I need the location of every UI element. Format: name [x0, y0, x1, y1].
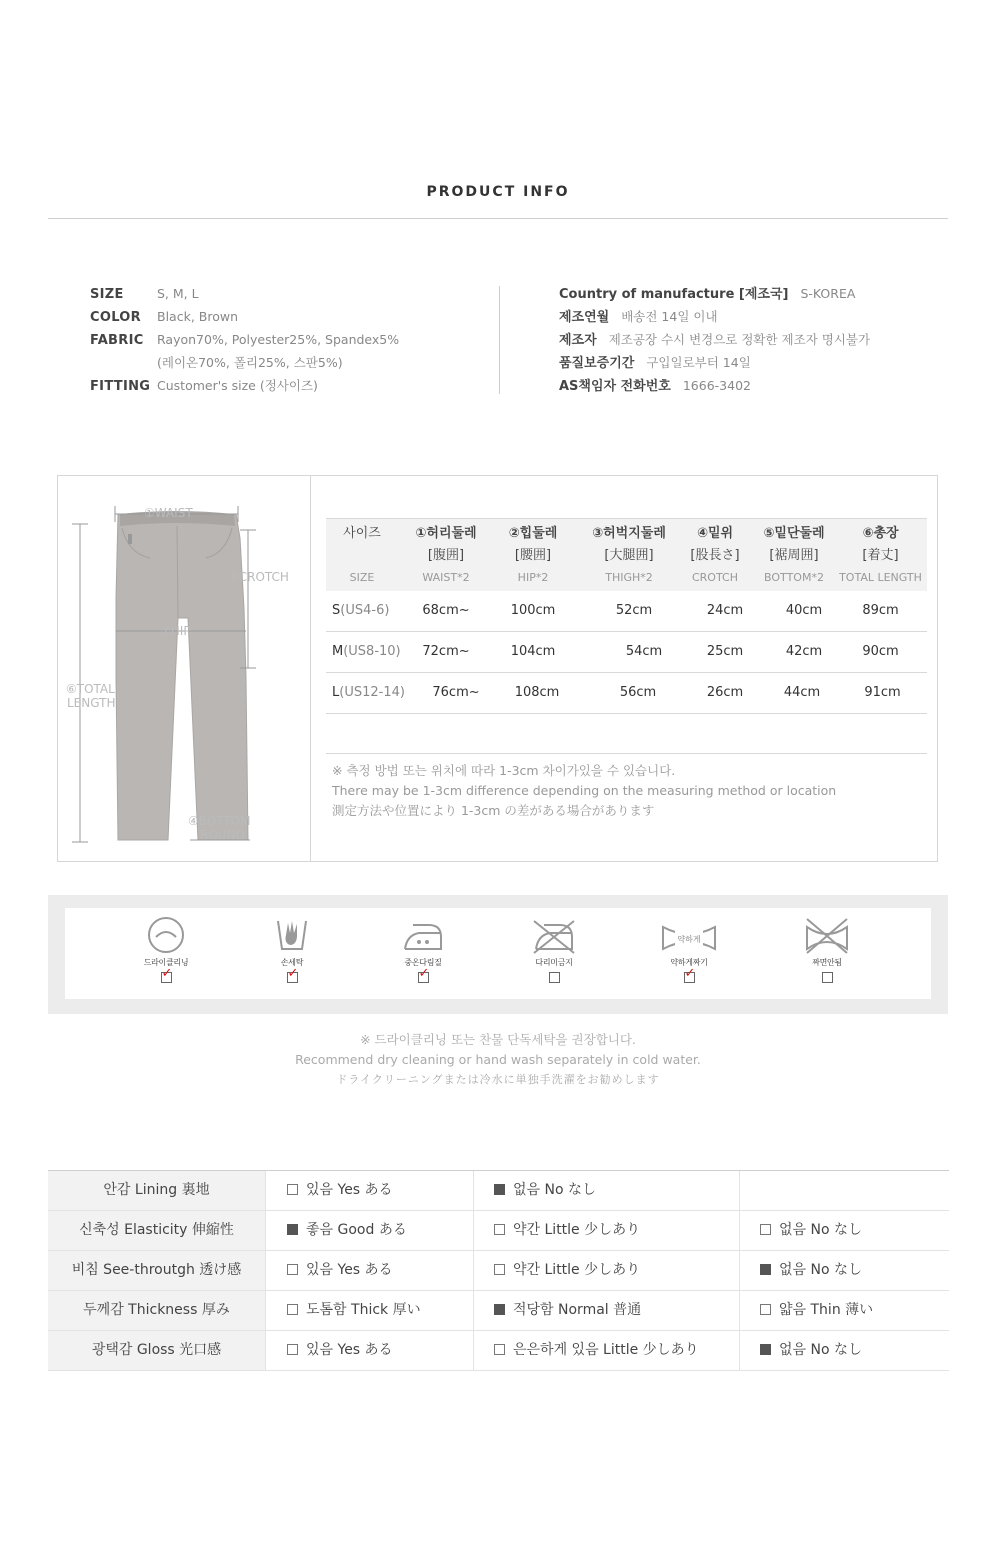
table-cell: 100cm — [510, 603, 556, 618]
checkbox[interactable] — [494, 1224, 505, 1235]
option[interactable] — [494, 1251, 640, 1290]
waist-label: ①WAIST — [144, 506, 193, 520]
option-label: 없음 No なし — [779, 1222, 862, 1238]
info-key: COLOR — [90, 310, 141, 325]
info-row-as-phone — [559, 376, 870, 399]
col-en: HIP*2 — [517, 571, 549, 584]
checkbox[interactable] — [760, 1304, 771, 1315]
col-en: THIGH*2 — [605, 571, 653, 584]
info-value: 제조공장 수시 변경으로 정확한 제조자 명시불가 — [608, 332, 871, 347]
col-waist — [402, 523, 490, 589]
row-label: 안감 Lining 裏地 — [48, 1171, 265, 1210]
info-key: SIZE — [90, 287, 124, 302]
row-label: 비침 See-throutgh 透け感 — [48, 1251, 265, 1290]
option-label: 있음 Yes ある — [306, 1342, 393, 1358]
option[interactable] — [494, 1291, 641, 1330]
info-value: Rayon70%, Polyester25%, Spandex5% — [157, 332, 400, 347]
option[interactable] — [760, 1291, 873, 1330]
row-label: 신축성 Elasticity 伸縮性 — [48, 1211, 265, 1250]
checkbox[interactable] — [760, 1224, 771, 1235]
checkbox[interactable] — [494, 1264, 505, 1275]
care-dry-clean — [126, 915, 206, 987]
care-label: 약하게짜기 — [670, 958, 708, 967]
info-row-mfg-date — [559, 307, 870, 330]
option-label: 없음 No なし — [779, 1262, 862, 1278]
table-cell: 42cm — [785, 644, 823, 659]
fabric-feel-table — [48, 1170, 949, 1371]
table-row — [48, 1291, 949, 1331]
info-row-size — [90, 284, 399, 307]
col-hip — [494, 523, 572, 589]
table-row — [326, 673, 927, 714]
table-cell: 40cm — [785, 603, 823, 618]
product-info-left — [90, 284, 399, 399]
size-us: (US8-10) — [343, 644, 401, 659]
note-en: There may be 1-3cm difference depending on the measuring method or location — [332, 783, 837, 798]
col-total-length — [834, 523, 927, 589]
checkbox[interactable] — [287, 1264, 298, 1275]
row-label: 광택감 Gloss 光口感 — [48, 1331, 265, 1370]
product-info-right — [559, 284, 870, 399]
info-key: 제조자 — [559, 333, 597, 348]
table-cell: 26cm — [706, 685, 744, 700]
info-key: FABRIC — [90, 333, 144, 348]
note-ko: ※ 측정 방법 또는 위치에 따라 1-3cm 차이가있을 수 있습니다. — [332, 763, 676, 778]
info-value: 배송전 14일 이내 — [621, 309, 718, 324]
notes-divider — [326, 753, 927, 754]
page-title: PRODUCT INFO — [426, 184, 570, 200]
info-key: FITTING — [90, 379, 151, 394]
col-ko: ⑤밑단둘레 — [763, 526, 825, 541]
option-label: 있음 Yes ある — [306, 1182, 393, 1198]
size-name: M — [332, 644, 344, 659]
checkbox-checked[interactable] — [494, 1184, 505, 1195]
wring-gently-icon — [659, 915, 719, 955]
option-label: 적당함 Normal 普通 — [513, 1302, 642, 1318]
info-value: Customer's size (정사이즈) — [157, 378, 318, 393]
title-divider — [48, 218, 948, 219]
dry-clean-icon — [146, 915, 186, 955]
checkbox-checked[interactable] — [494, 1304, 505, 1315]
col-en: CROTCH — [691, 571, 738, 584]
care-note-en: Recommend dry cleaning or hand wash separately in cold water. — [295, 1052, 701, 1067]
care-label: 손세탁 — [280, 958, 304, 967]
option[interactable] — [760, 1211, 862, 1250]
option-label: 약간 Little 少しあり — [513, 1222, 641, 1238]
info-value: 1666-3402 — [682, 378, 751, 393]
iron-medium-icon — [401, 915, 445, 955]
col-thigh — [578, 523, 680, 589]
care-checkbox[interactable] — [418, 972, 429, 983]
option[interactable] — [287, 1291, 421, 1330]
option[interactable] — [287, 1251, 393, 1290]
table-cell: 52cm — [615, 603, 653, 618]
info-divider — [499, 286, 500, 394]
option[interactable] — [760, 1251, 862, 1290]
no-wring-icon — [803, 915, 851, 955]
col-ja: [着丈] — [862, 548, 899, 563]
table-cell: 104cm — [510, 644, 556, 659]
size-table — [326, 518, 927, 714]
info-value: (레이온70%, 폴리25%, 스판5%) — [157, 355, 343, 370]
hand-wash-icon — [272, 915, 312, 955]
table-cell: 91cm — [864, 685, 901, 700]
size-chart-divider — [310, 475, 311, 862]
size-name: S — [332, 603, 341, 618]
table-row — [48, 1331, 949, 1371]
info-row-fitting — [90, 376, 399, 399]
care-label: 짜면안됨 — [812, 958, 842, 967]
care-note-ja: ドライクリーニングまたは冷水に単独手洗濯をお勧めします — [336, 1073, 660, 1086]
table-cell: 68cm~ — [422, 603, 470, 618]
care-checkbox[interactable] — [684, 972, 695, 983]
pants-diagram — [60, 478, 308, 860]
info-key: 제조연월 — [559, 310, 610, 325]
col-size — [330, 523, 394, 589]
info-key: 품질보증기간 — [559, 356, 635, 371]
table-cell: 90cm — [862, 644, 899, 659]
table-row — [326, 591, 927, 632]
option[interactable] — [287, 1171, 393, 1210]
col-ja: [裾周囲] — [769, 548, 819, 563]
bottom-label-1: ④BOTTOM — [188, 814, 251, 828]
care-checkbox[interactable] — [287, 972, 298, 983]
col-ja: [大腿囲] — [604, 548, 654, 563]
info-row-warranty — [559, 353, 870, 376]
option-label: 도톰함 Thick 厚い — [306, 1302, 421, 1318]
care-label: 다리미금지 — [535, 958, 573, 967]
col-ja: [腹囲] — [427, 548, 465, 563]
option-label: 없음 No なし — [779, 1342, 862, 1358]
col-en: WAIST*2 — [422, 571, 470, 584]
col-en: SIZE — [349, 571, 375, 584]
info-value: Black, Brown — [157, 309, 238, 324]
size-us: (US4-6) — [340, 603, 390, 618]
belt-loop — [128, 534, 132, 544]
option-label: 좋음 Good ある — [306, 1222, 407, 1238]
info-row-fabric — [90, 330, 399, 353]
option[interactable] — [494, 1331, 699, 1370]
care-note-ko: ※ 드라이클리닝 또는 찬물 단독세탁을 권장합니다. — [360, 1032, 636, 1047]
col-ja: [股長さ] — [690, 548, 740, 563]
table-cell: 89cm — [862, 603, 899, 618]
col-ko: 사이즈 — [343, 526, 381, 541]
size-name: L — [332, 685, 340, 700]
size-cell — [332, 632, 401, 672]
no-iron-icon — [532, 915, 576, 955]
bottom-label-2: ROUND — [200, 828, 245, 842]
size-cell — [332, 591, 389, 631]
care-label: 드라이클리닝 — [143, 958, 189, 967]
col-ko: ③허벅지둘레 — [592, 526, 666, 541]
option-label: 얇음 Thin 薄い — [779, 1302, 874, 1318]
checkbox[interactable] — [287, 1304, 298, 1315]
col-en: BOTTOM*2 — [764, 571, 824, 584]
checkbox[interactable] — [494, 1344, 505, 1355]
option-label: 있음 Yes ある — [306, 1262, 393, 1278]
table-cell: 24cm — [706, 603, 744, 618]
info-row-country — [559, 284, 870, 307]
info-value: 구입일로부터 14일 — [646, 355, 751, 370]
care-no-wring — [787, 915, 867, 987]
col-crotch — [682, 523, 748, 589]
option[interactable] — [287, 1211, 407, 1250]
table-cell: 54cm — [625, 644, 663, 659]
crotch-label: ③CROTCH — [228, 570, 289, 584]
option[interactable] — [494, 1211, 640, 1250]
col-ko: ①허리둘레 — [415, 526, 477, 541]
checkbox[interactable] — [287, 1344, 298, 1355]
info-value: S, M, L — [157, 286, 199, 301]
care-wring-gently — [649, 915, 729, 987]
info-row-color — [90, 307, 399, 330]
care-checkbox[interactable] — [549, 972, 560, 983]
wring-icon-text: 약하게 — [677, 935, 701, 944]
col-en: TOTAL LENGTH — [839, 571, 922, 584]
option-label: 없음 No なし — [513, 1182, 596, 1198]
row-label: 두께감 Thickness 厚み — [48, 1291, 265, 1330]
care-hand-wash — [252, 915, 332, 987]
care-checkbox[interactable] — [822, 972, 833, 983]
option[interactable] — [494, 1171, 596, 1210]
option[interactable] — [287, 1331, 393, 1370]
table-cell: 72cm~ — [422, 644, 470, 659]
table-cell: 76cm~ — [432, 685, 480, 700]
hip-label: ②HIP — [160, 624, 191, 638]
info-key: Country of manufacture [제조국] — [559, 287, 789, 302]
checkbox-checked[interactable] — [760, 1264, 771, 1275]
table-cell: 25cm — [706, 644, 744, 659]
checkbox-checked[interactable] — [760, 1344, 771, 1355]
care-checkbox[interactable] — [161, 972, 172, 983]
total-label-2: LENGTH — [67, 696, 116, 710]
care-notes — [0, 1030, 996, 1090]
table-cell: 44cm — [783, 685, 821, 700]
table-cell: 56cm — [619, 685, 657, 700]
table-cell: 108cm — [514, 685, 560, 700]
option-label: 은은하게 있음 Little 少しあり — [513, 1342, 699, 1358]
care-no-iron — [514, 915, 594, 987]
pants-shape — [116, 514, 251, 840]
size-cell — [332, 673, 405, 713]
info-row-manufacturer — [559, 330, 870, 353]
checkbox[interactable] — [287, 1184, 298, 1195]
care-iron-medium — [383, 915, 463, 987]
note-ja: 測定方法や位置により 1-3cm の差がある場合があります — [332, 803, 655, 818]
info-row-fabric-ko — [90, 353, 399, 376]
option-label: 약간 Little 少しあり — [513, 1262, 641, 1278]
table-row — [326, 632, 927, 673]
col-ja: [腰囲] — [514, 548, 552, 563]
care-label: 중온다림질 — [404, 958, 442, 967]
info-key: AS책임자 전화번호 — [559, 379, 671, 394]
col-ja — [330, 545, 394, 567]
info-value: S-KOREA — [800, 286, 856, 301]
table-row — [48, 1171, 949, 1211]
table-row — [48, 1211, 949, 1251]
col-ko: ④밑위 — [696, 526, 734, 541]
measurement-notes — [332, 761, 836, 821]
col-bottom — [754, 523, 834, 589]
col-ko: ②힙둘레 — [508, 526, 558, 541]
checkbox-checked[interactable] — [287, 1224, 298, 1235]
col-ko: ⑥총장 — [862, 526, 899, 541]
option[interactable] — [760, 1331, 862, 1370]
size-table-header — [326, 518, 927, 591]
table-row — [48, 1251, 949, 1291]
size-us: (US12-14) — [339, 685, 405, 700]
total-label-1: ⑥TOTAL — [66, 682, 115, 696]
